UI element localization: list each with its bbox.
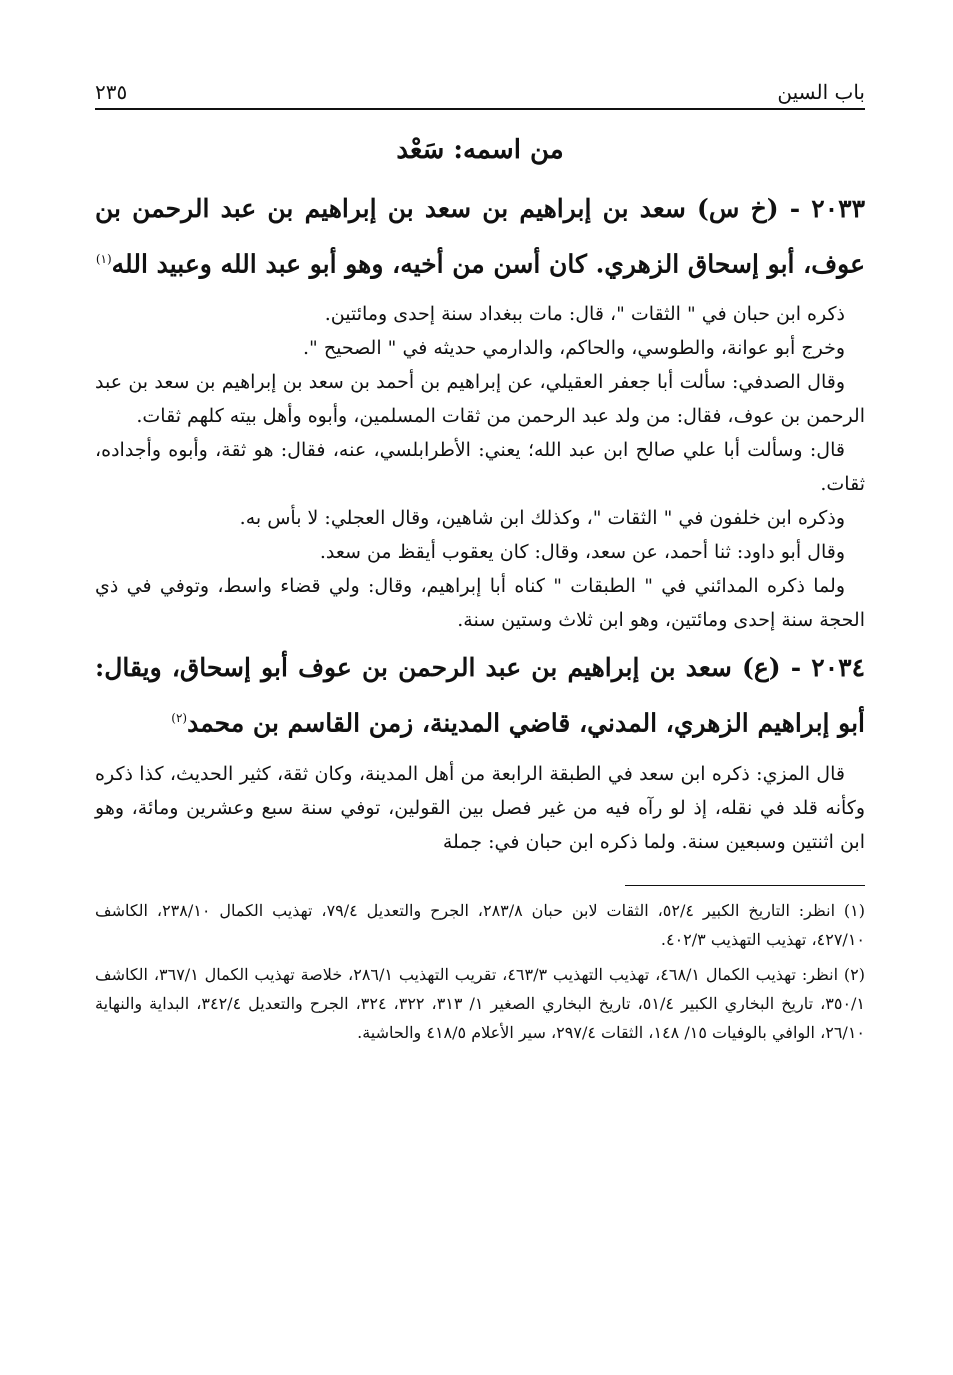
page-number: ٢٣٥ — [95, 80, 128, 104]
entry-2033-paragraph: وقال الصدفي: سألت أبا جعفر العقيلي، عن إبراهيم بن أحمد بن سعد بن إبراهيم بن سعد بن عبد الرحمن بن عوف، فقال: من ولد عبد الرحمن من ثقات المسلمين، وأبوه وأهل بيته كلهم ثقات. — [95, 371, 865, 428]
entry-2034-heading — [95, 643, 865, 748]
footnote-1: (١) انظر: التاريخ الكبير ٥٢/٤، الثقات لابن حبان ٢٨٣/٨، الجرح والتعديل ٧٩/٤، تهذيب الكمال ٢٣٨/١٠، الكاشف ٤٢٧/١٠، تهذيب التهذيب ٤٠٢/٣. — [95, 900, 866, 949]
footnote-ref-1: (١) — [95, 252, 112, 266]
footnote-ref-2: (٢) — [171, 711, 188, 726]
entry-2034-paragraph: قال المزي: ذكره ابن سعد في الطبقة الرابعة من أهل المدينة، وكان ثقة، كثير الحديث، كذا ذكره وكأنه قلد في نقله، إذ لو رآه فيه من غير فصل بين القولين، توفي سنة سبع وعشرين ومائة، وهو ابن اثنتين وسبعين سنة. ولما ذكره ابن حبان في: جملة — [95, 762, 865, 853]
running-title: باب السين — [777, 80, 865, 104]
entry-2033-paragraph: وخرج أبو عوانة، والطوسي، والحاكم، والدارمي حديثه في " الصحيح ". — [303, 337, 845, 360]
header-rule — [95, 108, 865, 110]
footnote-2: (٢) انظر: تهذيب الكمال ٤٦٨/١، تهذيب التهذيب ٤٦٣/٣، تقريب التهذيب ٢٨٦/١، خلاصة تهذيب الكمال ٣٦٧/١، الكاشف ٣٥٠/١، تاريخ البخاري الكبير ٥١/٤، تاريخ البخاري الصغير ١/ ٣١٣، ٣٢٢، ٣٢٤، الجرح والتعديل ٣٤٢/٤، البداية والنهاية ٢٦/١٠، الوافي بالوفيات ١٥/ ١٤٨، الثقات ٢٩٧/٤، سير الأعلام ٤١٨/٥ والحاشية. — [95, 964, 866, 1042]
footnotes — [95, 896, 865, 1047]
entry-2033-paragraph: وذكره ابن خلفون في " الثقات "، وكذلك ابن شاهين، وقال العجلي: لا بأس به. — [239, 507, 845, 530]
entry-2033-paragraph: ذكره ابن حبان في " الثقات "، قال: مات ببغداد سنة إحدى ومائتين. — [324, 303, 845, 326]
page — [95, 68, 865, 1053]
entry-2033-paragraph: وقال أبو داود: ثنا أحمد، عن سعد، وقال: كان يعقوب أيقظ من سعد. — [319, 541, 845, 564]
entry-2033-heading-text: ٢٠٣٣ - (خ س) سعد بن إبراهيم بن سعد بن إبراهيم بن عبد الرحمن بن عوف، أبو إسحاق الزهري. كان أسن من أخيه، وهو أبو عبد الله وعبيد الله — [95, 194, 865, 279]
section-title: من اسمه: سَعْد — [396, 135, 564, 165]
entry-2034-heading-text: ٢٠٣٤ - (ع) سعد بن إبراهيم بن عبد الرحمن بن عوف أبو إسحاق، ويقال: أبو إبراهيم الزهري، المدني، قاضي المدينة، زمن القاسم بن محمد — [95, 653, 865, 738]
entry-2033-paragraph: قال: وسألت أبا علي صالح ابن عبد الله؛ يعني: الأطرابلسي، عنه، فقال: هو ثقة، وأبوه وأجداده، ثقات. — [95, 439, 865, 496]
footnote-rule — [625, 885, 865, 886]
running-header — [95, 68, 865, 104]
entry-2033-heading — [95, 184, 865, 289]
entry-2033-paragraph: ولما ذكره المدائني في " الطبقات " كناه أبا إبراهيم، وقال: ولي قضاء واسط، وتوفي في ذي الحجة سنة إحدى ومائتين، وهو ابن ثلاث وستين سنة. — [95, 575, 865, 632]
